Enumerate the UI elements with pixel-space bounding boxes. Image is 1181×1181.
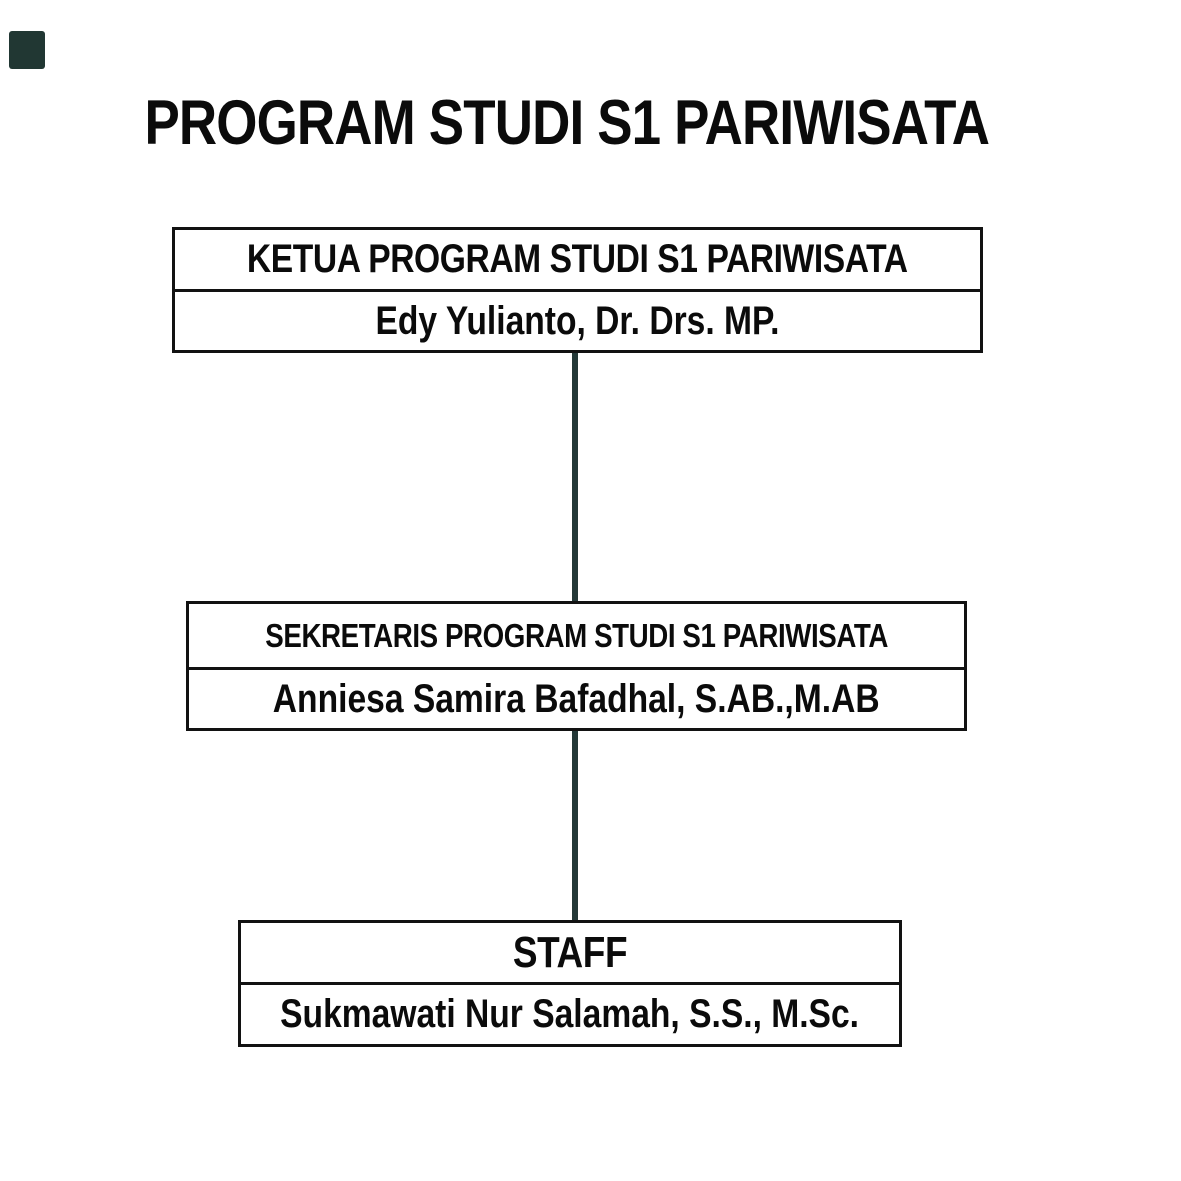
person-name: Anniesa Samira Bafadhal, S.AB.,M.AB <box>273 676 880 721</box>
org-node-person <box>175 292 980 350</box>
org-node-role <box>241 923 899 985</box>
org-node-role <box>175 230 980 292</box>
org-node-ketua <box>172 227 983 353</box>
page-title-text: PROGRAM STUDI S1 PARIWISATA <box>144 88 990 158</box>
role-label: STAFF <box>512 927 628 977</box>
page-title <box>0 88 1134 158</box>
connector-line-ketua-sekretaris <box>572 353 578 601</box>
role-label: SEKRETARIS PROGRAM STUDI S1 PARIWISATA <box>265 616 888 654</box>
org-node-role <box>189 604 964 670</box>
org-node-person <box>241 985 899 1044</box>
connector-line-sekretaris-staff <box>572 731 578 920</box>
person-name: Sukmawati Nur Salamah, S.S., M.Sc. <box>280 992 860 1036</box>
org-node-person <box>189 670 964 728</box>
person-name: Edy Yulianto, Dr. Drs. MP. <box>375 298 780 343</box>
org-node-sekretaris <box>186 601 967 731</box>
org-node-staff <box>238 920 902 1047</box>
role-label: KETUA PROGRAM STUDI S1 PARIWISATA <box>247 237 908 281</box>
corner-accent-square <box>9 31 45 69</box>
